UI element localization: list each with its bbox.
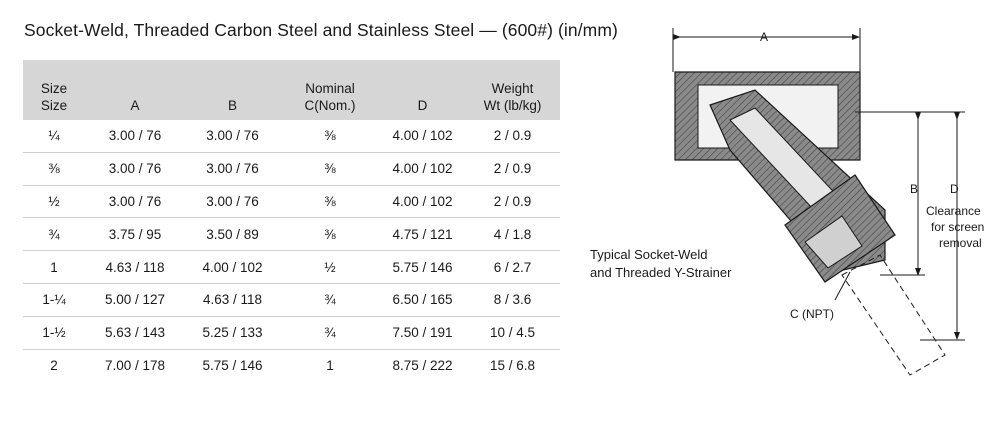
table-row — [23, 349, 560, 381]
cell-b: 3.00 / 76 — [185, 185, 280, 218]
cell-w: 4 / 1.8 — [465, 218, 560, 251]
header-size — [23, 60, 85, 120]
header-weight-line1: Weight — [491, 81, 534, 96]
dim-label-d: D — [950, 182, 959, 196]
cell-w: 15 / 6.8 — [489, 357, 536, 373]
caption-line2: and Threaded Y-Strainer — [590, 265, 732, 280]
header-c-line2: C(Nom.) — [304, 98, 356, 113]
cell-a: 3.00 / 76 — [85, 152, 185, 185]
cell-b: 4.00 / 102 — [185, 251, 280, 284]
cell-d: 8.75 / 222 — [392, 357, 453, 373]
clearance-line3: removal — [939, 236, 982, 250]
dim-label-a: A — [760, 30, 769, 44]
cell-d: 7.50 / 191 — [380, 316, 465, 349]
cell-c: ¾ — [280, 316, 380, 349]
table-body — [23, 120, 560, 381]
cell-a: 7.00 / 178 — [104, 357, 166, 373]
cell-d: 4.75 / 121 — [380, 218, 465, 251]
table-header-row — [23, 60, 560, 120]
header-size-line1: Size — [40, 81, 68, 96]
cell-b: 4.63 / 118 — [185, 283, 280, 316]
cell-d: 5.75 / 146 — [380, 251, 465, 284]
header-b: B — [227, 98, 237, 113]
cell-w: 6 / 2.7 — [465, 251, 560, 284]
cell-a: 3.00 / 76 — [85, 185, 185, 218]
cell-w: 2 / 0.9 — [465, 185, 560, 218]
cell-size: 1 — [23, 251, 85, 284]
header-a: A — [130, 98, 140, 113]
cell-a: 5.63 / 143 — [85, 316, 185, 349]
dim-label-c: C (NPT) — [790, 307, 834, 321]
cell-a: 3.00 / 76 — [85, 120, 185, 152]
cell-c: ⅜ — [280, 120, 380, 152]
dim-label-b: B — [910, 182, 919, 196]
cell-c: ⅜ — [280, 152, 380, 185]
cell-c: ¾ — [280, 283, 380, 316]
cell-size: 2 — [50, 357, 58, 373]
cell-c: ⅜ — [280, 185, 380, 218]
cell-c: ½ — [280, 251, 380, 284]
header-d: D — [417, 98, 428, 113]
cell-a: 4.63 / 118 — [85, 251, 185, 284]
diagram-caption — [590, 246, 731, 282]
cell-b: 3.00 / 76 — [185, 152, 280, 185]
clearance-line2: for screen — [931, 220, 985, 234]
table-row — [23, 251, 560, 284]
cell-b: 5.25 / 133 — [185, 316, 280, 349]
cell-w: 8 / 3.6 — [465, 283, 560, 316]
header-size-line2: Size — [40, 98, 68, 113]
cell-w: 2 / 0.9 — [465, 152, 560, 185]
header-c-line1: Nominal — [305, 81, 355, 96]
cell-w: 10 / 4.5 — [465, 316, 560, 349]
cell-size: 1-¼ — [23, 283, 85, 316]
cell-b: 3.50 / 89 — [185, 218, 280, 251]
cell-size: ⅜ — [23, 152, 85, 185]
cell-c: ⅜ — [280, 218, 380, 251]
cell-b: 3.00 / 76 — [185, 120, 280, 152]
cell-size: ¾ — [23, 218, 85, 251]
table-row — [23, 152, 560, 185]
cell-d: 4.00 / 102 — [380, 152, 465, 185]
cell-a: 3.75 / 95 — [85, 218, 185, 251]
clearance-line1: Clearance — [926, 204, 981, 218]
cell-a: 5.00 / 127 — [85, 283, 185, 316]
y-strainer-diagram — [580, 10, 1000, 420]
table-row — [23, 185, 560, 218]
cell-size: 1-½ — [23, 316, 85, 349]
cell-c: 1 — [326, 357, 334, 373]
caption-line1: Typical Socket-Weld — [590, 247, 708, 262]
cell-b: 5.75 / 146 — [202, 357, 263, 373]
header-c — [280, 60, 380, 120]
header-weight-line2: Wt (lb/kg) — [483, 98, 542, 113]
cell-d: 6.50 / 165 — [380, 283, 465, 316]
cell-size: ½ — [23, 185, 85, 218]
header-weight — [465, 60, 560, 120]
table-row — [23, 283, 560, 316]
table-row — [23, 316, 560, 349]
cell-d: 4.00 / 102 — [380, 185, 465, 218]
dimension-table — [23, 60, 560, 381]
cell-size: ¼ — [23, 120, 85, 152]
cell-d: 4.00 / 102 — [380, 120, 465, 152]
table-row — [23, 120, 560, 152]
page-title: Socket-Weld, Threaded Carbon Steel and Stainless Steel — (600#) (in/mm) — [24, 20, 618, 40]
cell-w: 2 / 0.9 — [465, 120, 560, 152]
table-row — [23, 218, 560, 251]
